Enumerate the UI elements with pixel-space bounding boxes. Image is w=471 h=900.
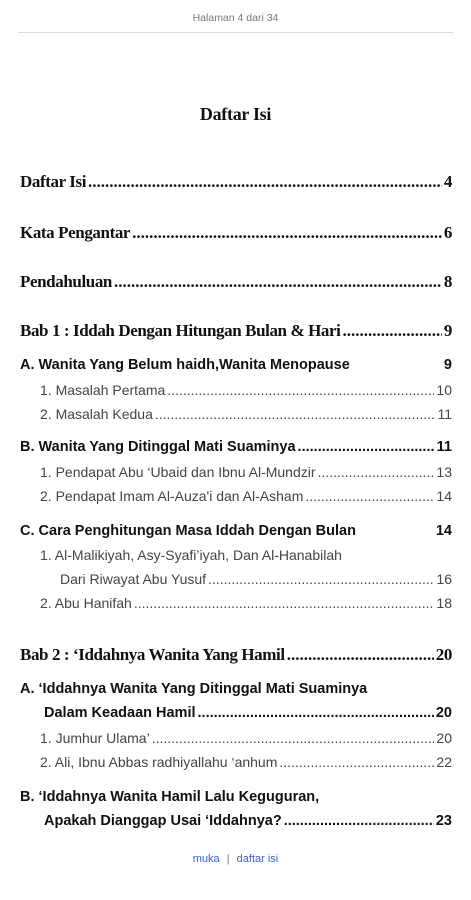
toc-entry-bab-2[interactable] xyxy=(20,645,452,665)
toc-entry-bab-1-c-2[interactable] xyxy=(20,595,452,611)
toc-entry-page: 6 xyxy=(443,223,452,242)
dot-leader xyxy=(318,464,435,480)
header-divider xyxy=(18,32,453,33)
toc-entry-page: 22 xyxy=(436,754,452,770)
dot-leader xyxy=(88,172,442,192)
toc-entry-label: Dari Riwayat Abu Yusuf xyxy=(60,571,207,587)
toc-entry-page: 20 xyxy=(435,645,452,664)
toc-entry-page: 9 xyxy=(443,357,452,373)
dot-leader xyxy=(167,382,434,398)
toc-entry-label: A. Wanita Yang Belum haidh,Wanita Menopause xyxy=(20,357,350,373)
dot-leader xyxy=(284,813,434,829)
toc-entry-page: 23 xyxy=(435,813,452,829)
dot-leader xyxy=(279,754,434,770)
toc-entry-label: 1. Jumhur Ulama’ xyxy=(40,730,150,746)
toc-entry-page: 13 xyxy=(436,464,452,480)
dot-leader xyxy=(298,439,435,455)
dot-leader xyxy=(152,730,435,746)
footer-separator: | xyxy=(226,853,230,865)
toc-entry-bab-1-a-1[interactable] xyxy=(20,382,452,398)
toc-entry-page: 16 xyxy=(436,571,452,587)
toc-entry-bab-1-c[interactable] xyxy=(20,523,452,539)
dot-leader xyxy=(305,488,434,504)
toc-entry-page: 18 xyxy=(436,595,452,611)
home-link[interactable]: muka xyxy=(192,853,220,865)
toc-entry-bab-1-c-1-line1[interactable]: 1. Al-Malikiyah, Asy-Syafi’iyah, Dan Al-Hanabilah xyxy=(40,547,342,563)
footer-nav xyxy=(0,853,471,865)
toc-entry-label: 2. Masalah Kedua xyxy=(40,406,153,422)
toc-entry-label: Pendahuluan xyxy=(20,272,112,291)
toc-entry-label: 2. Ali, Ibnu Abbas radhiyallahu ‘anhum xyxy=(40,754,278,770)
toc-entry-label: Dalam Keadaan Hamil xyxy=(44,705,196,721)
toc-entry-label: C. Cara Penghitungan Masa Iddah Dengan Bulan xyxy=(20,523,356,539)
toc-entry-page: 20 xyxy=(435,705,452,721)
toc-entry-daftar-isi[interactable] xyxy=(20,172,452,192)
toc-entry-page: 20 xyxy=(436,730,452,746)
toc-entry-page: 11 xyxy=(437,406,452,422)
toc-entry-label: Bab 2 : ‘Iddahnya Wanita Yang Hamil xyxy=(20,645,285,664)
toc-entry-label: Kata Pengantar xyxy=(20,223,131,242)
toc-entry-label: 1. Pendapat Abu ‘Ubaid dan Ibnu Al-Mundzir xyxy=(40,464,316,480)
toc-entry-label: 2. Abu Hanifah xyxy=(40,595,132,611)
toc-entry-kata-pengantar[interactable] xyxy=(20,223,452,243)
toc-entry-label: B. Wanita Yang Ditinggal Mati Suaminya xyxy=(20,439,296,455)
toc-entry-label: 1. Masalah Pertama xyxy=(40,382,166,398)
toc-entry-bab-2-a[interactable] xyxy=(20,705,452,721)
toc-entry-bab-2-a-line1[interactable]: A. ‘Iddahnya Wanita Yang Ditinggal Mati Suaminya xyxy=(20,681,368,697)
dot-leader xyxy=(208,571,434,587)
page-counter: Halaman 4 dari 34 xyxy=(192,12,279,24)
toc-entry-bab-1-b-1[interactable] xyxy=(20,464,452,480)
dot-leader xyxy=(287,645,434,665)
toc-entry-label: Apakah Dianggap Usai ‘Iddahnya? xyxy=(44,813,282,829)
toc-entry-bab-1-c-1[interactable] xyxy=(20,571,452,587)
toc-entry-bab-1[interactable] xyxy=(20,321,452,341)
dot-leader xyxy=(132,223,442,243)
toc-entry-bab-2-a-2[interactable] xyxy=(20,754,452,770)
dot-leader xyxy=(198,705,434,721)
toc-entry-page: 10 xyxy=(436,382,452,398)
toc-entry-label: Bab 1 : Iddah Dengan Hitungan Bulan & Hari xyxy=(20,321,341,340)
toc-entry-page: 14 xyxy=(435,523,452,539)
toc-entry-page: 9 xyxy=(443,321,452,340)
toc-link[interactable]: daftar isi xyxy=(236,853,279,865)
toc-entry-label: Daftar Isi xyxy=(20,172,87,191)
toc-entry-page: 14 xyxy=(436,488,452,504)
toc-entry-page: 4 xyxy=(443,172,452,191)
dot-leader xyxy=(114,272,442,292)
dot-leader xyxy=(134,595,435,611)
toc-entry-bab-1-a[interactable] xyxy=(20,357,452,373)
toc-entry-bab-1-b-2[interactable] xyxy=(20,488,452,504)
toc-entry-bab-1-b[interactable] xyxy=(20,439,452,455)
toc-entry-pendahuluan[interactable] xyxy=(20,272,452,292)
toc-entry-bab-2-b[interactable] xyxy=(20,813,452,829)
toc-entry-bab-2-b-line1[interactable]: B. ‘Iddahnya Wanita Hamil Lalu Keguguran, xyxy=(20,789,320,805)
dot-leader xyxy=(342,321,441,341)
toc-entry-page: 11 xyxy=(436,439,452,455)
toc-entry-label: 2. Pendapat Imam Al-Auza'i dan Al-Asham xyxy=(40,488,304,504)
page-title: Daftar Isi xyxy=(199,104,272,124)
toc-entry-page: 8 xyxy=(443,272,452,291)
toc-entry-bab-2-a-1[interactable] xyxy=(20,730,452,746)
toc-entry-bab-1-a-2[interactable] xyxy=(20,406,452,422)
dot-leader xyxy=(155,406,436,422)
